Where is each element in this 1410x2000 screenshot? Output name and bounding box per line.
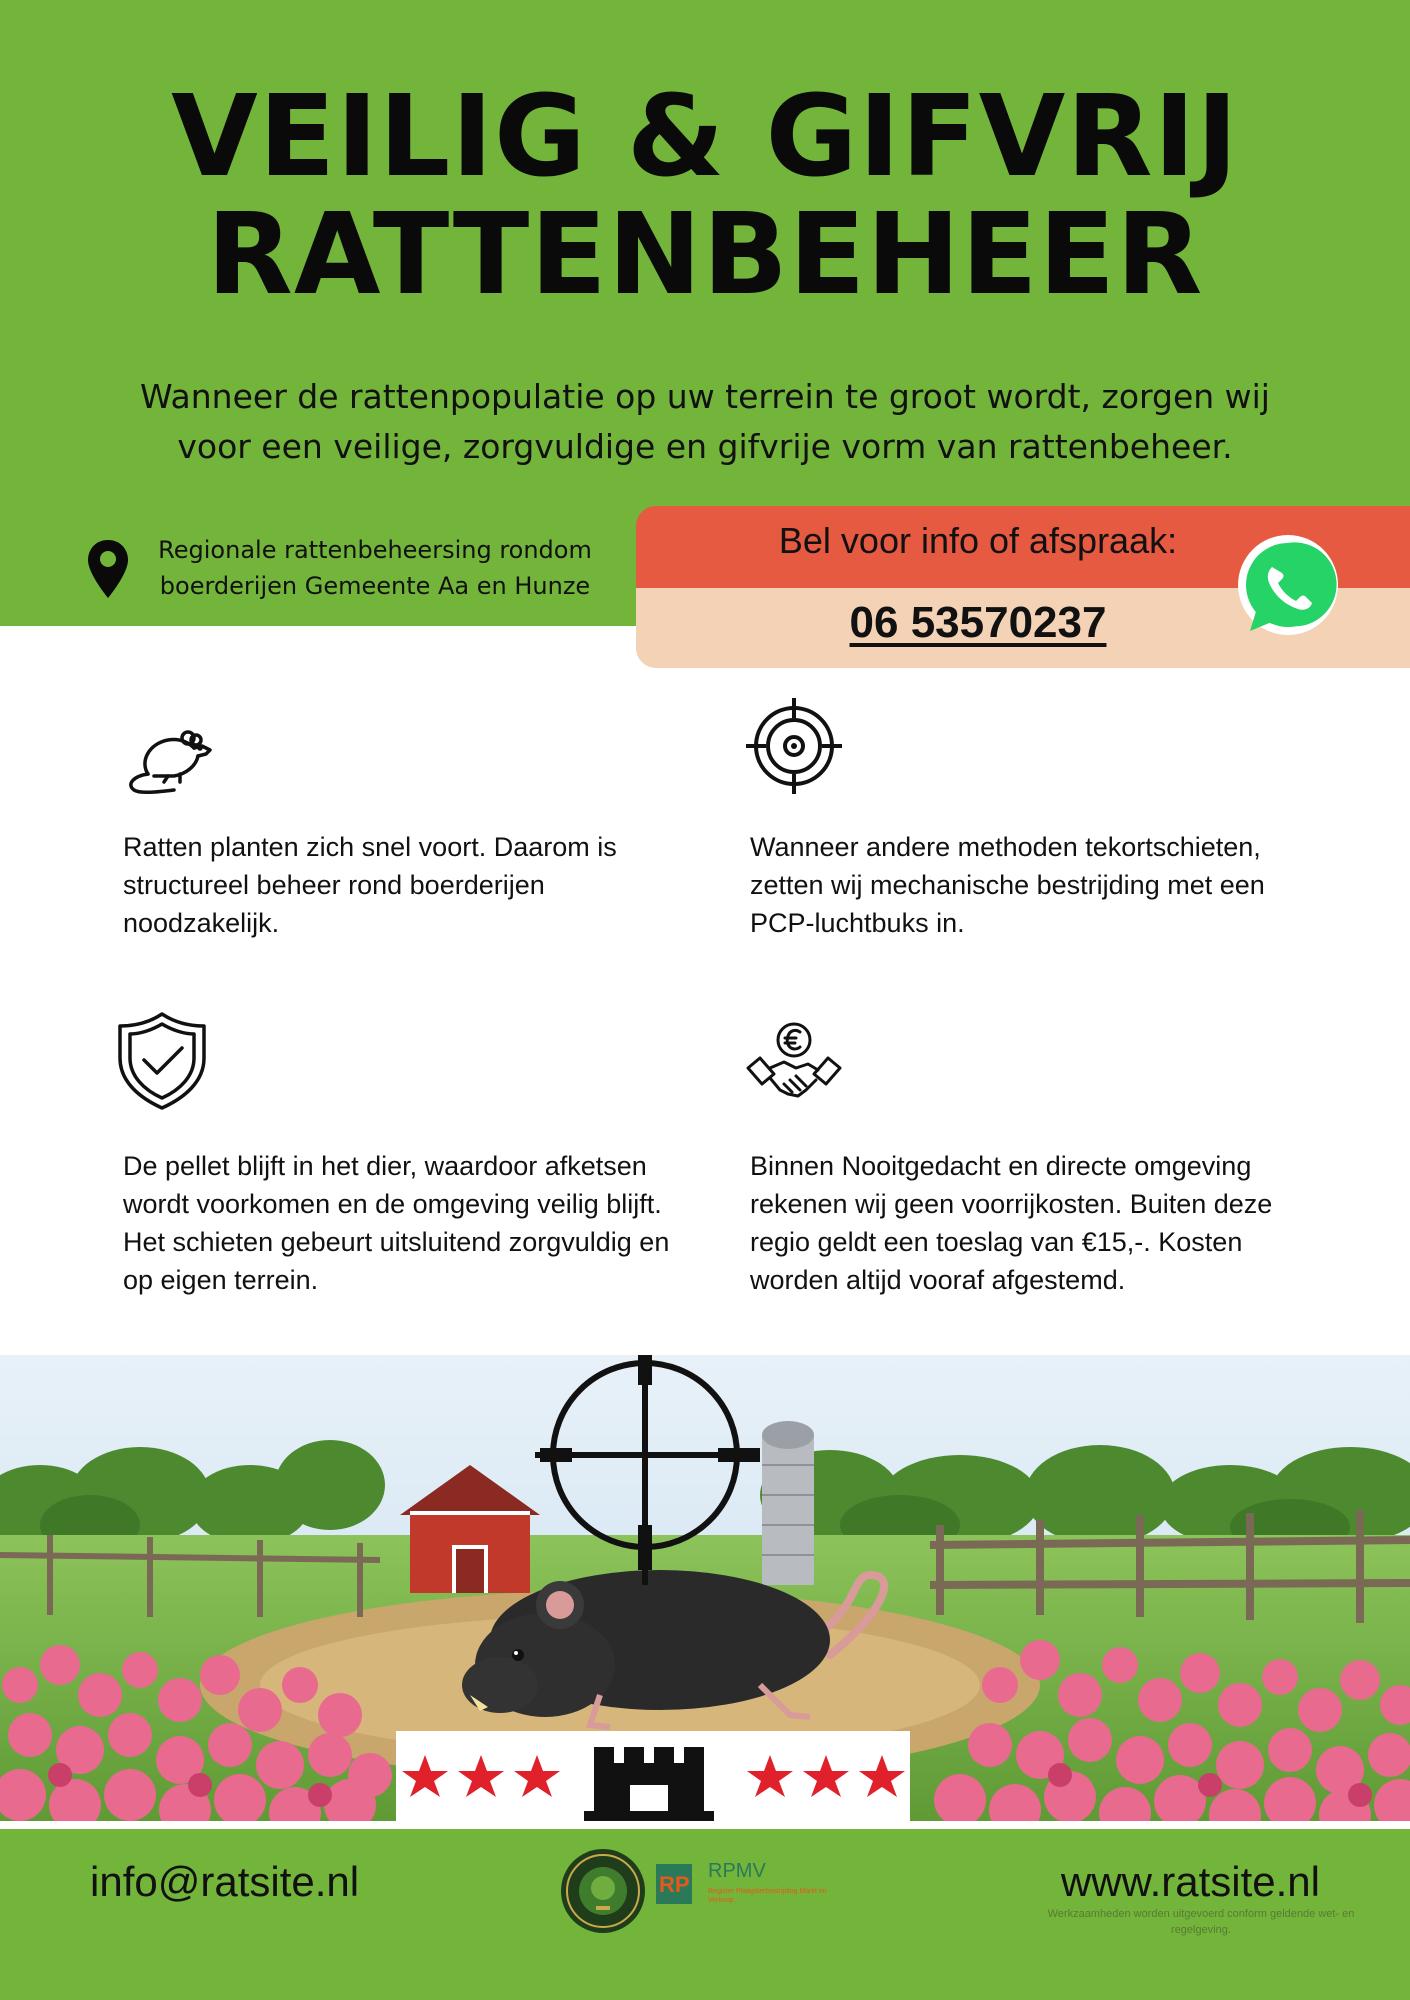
whatsapp-icon[interactable]: [1232, 531, 1344, 643]
farm-scene-illustration: [0, 1355, 1410, 1821]
euro-handshake-icon: [744, 1018, 844, 1118]
email-link[interactable]: info@ratsite.nl: [90, 1858, 360, 1905]
rpmv-logo-mark: [656, 1864, 692, 1904]
location-text: [140, 532, 610, 604]
feature-text-3: De pellet blijft in het dier, waardoor afketsen wordt voorkomen en de omgeving veilig blijft. Het schieten gebeurt uitsluitend zorgvuldig en op eigen terrein.: [123, 1151, 670, 1295]
rpmv-name: RPMV: [708, 1860, 766, 1882]
location-line-2: boerderijen Gemeente Aa en Hunze: [159, 572, 591, 600]
contact-label: Bel voor info of afspraak:: [778, 520, 1178, 561]
title-line-2: RATTENBEHEER: [206, 190, 1204, 320]
title-line-1: VEILIG & GIFVRIJ: [171, 72, 1239, 202]
map-pin-icon: [86, 538, 130, 600]
shield-check-icon: [112, 1010, 212, 1110]
feature-text-4: Binnen Nooitgedacht en directe omgeving rekenen wij geen voorrijkosten. Buiten deze regio geldt een toeslag van €15,-. Kosten worden altijd vooraf afgestemd.: [750, 1151, 1273, 1295]
crosshair-icon: [744, 696, 844, 796]
feature-text-1: Ratten planten zich snel voort. Daarom is structureel beheer rond boerderijen noodzakelijk.: [123, 832, 617, 938]
certification-seal-logo: [560, 1848, 646, 1934]
feature-text-2: Wanneer andere methoden tekortschieten, zetten wij mechanische bestrijding met een PCP-luchtbuks in.: [750, 832, 1265, 938]
phone-number-link[interactable]: 06 53570237: [849, 598, 1107, 647]
footer-note: Werkzaamheden worden uitgevoerd conform geldende wet- en regelgeving.: [1047, 1908, 1355, 1936]
location-line-1: Regionale rattenbeheersing rondom: [158, 536, 592, 564]
rat-icon: [118, 704, 218, 804]
rpmv-logo-text: RP: [659, 1872, 690, 1897]
rpmv-subtitle: Register Plaagdierbestrijding Markt en Verkoop: [708, 1888, 827, 1904]
intro-text: Wanneer de rattenpopulatie op uw terrein te groot wordt, zorgen wij voor een veilige, zorgvuldige en gifvrije vorm van rattenbeheer.: [140, 377, 1270, 466]
page-title: [0, 72, 1410, 320]
website-link[interactable]: www.ratsite.nl: [1060, 1858, 1320, 1905]
